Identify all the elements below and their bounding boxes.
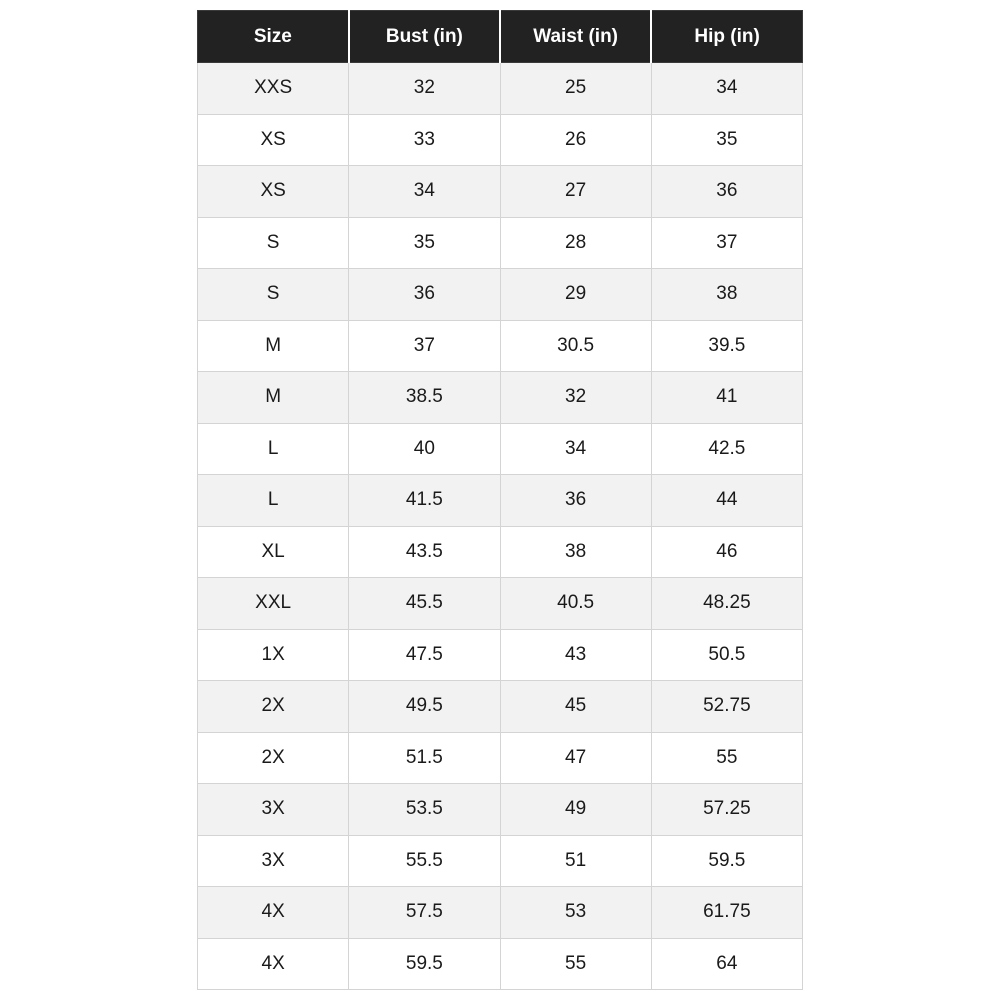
waist-cell: 25	[500, 63, 651, 115]
table-row	[198, 423, 803, 475]
hip-cell: 46	[651, 526, 802, 578]
hip-cell: 61.75	[651, 887, 802, 939]
waist-cell: 38	[500, 526, 651, 578]
hip-cell: 55	[651, 732, 802, 784]
bust-cell: 55.5	[349, 835, 500, 887]
bust-cell: 43.5	[349, 526, 500, 578]
table-row	[198, 732, 803, 784]
table-row	[198, 320, 803, 372]
hip-cell: 36	[651, 166, 802, 218]
size-cell: 3X	[198, 835, 349, 887]
bust-cell: 38.5	[349, 372, 500, 424]
waist-cell: 45	[500, 681, 651, 733]
hip-cell: 42.5	[651, 423, 802, 475]
size-cell: 4X	[198, 887, 349, 939]
hip-cell: 38	[651, 269, 802, 321]
hip-cell: 48.25	[651, 578, 802, 630]
waist-cell: 49	[500, 784, 651, 836]
waist-cell: 30.5	[500, 320, 651, 372]
hip-cell: 59.5	[651, 835, 802, 887]
hip-cell: 52.75	[651, 681, 802, 733]
bust-cell: 51.5	[349, 732, 500, 784]
waist-cell: 43	[500, 629, 651, 681]
size-cell: M	[198, 320, 349, 372]
size-cell: S	[198, 217, 349, 269]
bust-cell: 49.5	[349, 681, 500, 733]
header-waist: Waist (in)	[500, 11, 651, 63]
bust-cell: 40	[349, 423, 500, 475]
size-cell: 4X	[198, 938, 349, 990]
hip-cell: 50.5	[651, 629, 802, 681]
waist-cell: 27	[500, 166, 651, 218]
table-row	[198, 629, 803, 681]
table-row	[198, 166, 803, 218]
table-row	[198, 938, 803, 990]
bust-cell: 35	[349, 217, 500, 269]
hip-cell: 64	[651, 938, 802, 990]
table-body	[198, 63, 803, 990]
size-cell: XXL	[198, 578, 349, 630]
header-bust: Bust (in)	[349, 11, 500, 63]
size-cell: XS	[198, 166, 349, 218]
table-row	[198, 372, 803, 424]
size-cell: L	[198, 423, 349, 475]
hip-cell: 37	[651, 217, 802, 269]
size-cell: L	[198, 475, 349, 527]
waist-cell: 47	[500, 732, 651, 784]
size-cell: M	[198, 372, 349, 424]
table-row	[198, 114, 803, 166]
bust-cell: 45.5	[349, 578, 500, 630]
hip-cell: 57.25	[651, 784, 802, 836]
table-row	[198, 63, 803, 115]
size-cell: XS	[198, 114, 349, 166]
hip-cell: 39.5	[651, 320, 802, 372]
bust-cell: 41.5	[349, 475, 500, 527]
waist-cell: 28	[500, 217, 651, 269]
hip-cell: 34	[651, 63, 802, 115]
size-cell: 2X	[198, 681, 349, 733]
size-cell: 2X	[198, 732, 349, 784]
waist-cell: 51	[500, 835, 651, 887]
size-chart-table	[197, 10, 803, 990]
table-row	[198, 681, 803, 733]
waist-cell: 55	[500, 938, 651, 990]
bust-cell: 34	[349, 166, 500, 218]
bust-cell: 53.5	[349, 784, 500, 836]
table-row	[198, 475, 803, 527]
bust-cell: 33	[349, 114, 500, 166]
header-row	[198, 11, 803, 63]
bust-cell: 32	[349, 63, 500, 115]
hip-cell: 35	[651, 114, 802, 166]
waist-cell: 40.5	[500, 578, 651, 630]
table-row	[198, 217, 803, 269]
header-hip: Hip (in)	[651, 11, 802, 63]
size-cell: 1X	[198, 629, 349, 681]
header-size: Size	[198, 11, 349, 63]
table-row	[198, 269, 803, 321]
bust-cell: 47.5	[349, 629, 500, 681]
table-header	[198, 11, 803, 63]
size-cell: XXS	[198, 63, 349, 115]
table-row	[198, 784, 803, 836]
hip-cell: 44	[651, 475, 802, 527]
table-row	[198, 578, 803, 630]
waist-cell: 26	[500, 114, 651, 166]
table-row	[198, 835, 803, 887]
size-cell: XL	[198, 526, 349, 578]
waist-cell: 53	[500, 887, 651, 939]
table-row	[198, 887, 803, 939]
waist-cell: 34	[500, 423, 651, 475]
waist-cell: 29	[500, 269, 651, 321]
size-cell: 3X	[198, 784, 349, 836]
table-row	[198, 526, 803, 578]
bust-cell: 59.5	[349, 938, 500, 990]
size-cell: S	[198, 269, 349, 321]
waist-cell: 32	[500, 372, 651, 424]
waist-cell: 36	[500, 475, 651, 527]
hip-cell: 41	[651, 372, 802, 424]
bust-cell: 36	[349, 269, 500, 321]
bust-cell: 57.5	[349, 887, 500, 939]
bust-cell: 37	[349, 320, 500, 372]
